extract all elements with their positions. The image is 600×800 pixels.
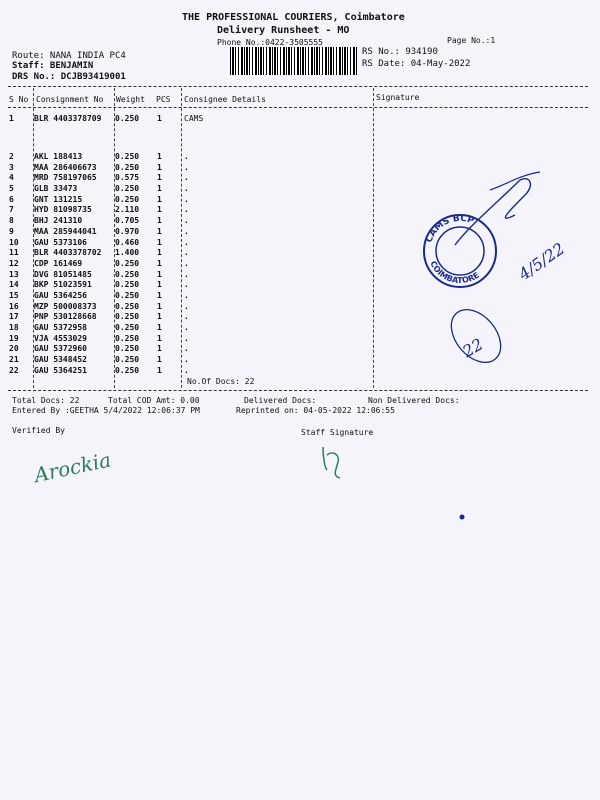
cell-consignment: MAA 285944041 xyxy=(34,226,97,236)
cell-sno: 22 xyxy=(9,365,19,375)
cell-consignment: HYD 81098735 xyxy=(34,205,92,215)
reprinted-on: Reprinted on: 04-05-2022 12:06:55 xyxy=(236,406,395,415)
col-sno: S No xyxy=(9,95,29,104)
cell-consignment: GAU 5348452 xyxy=(34,355,87,365)
cell-weight: 0.250 xyxy=(115,355,140,365)
entered-by: Entered By :GEETHA 5/4/2022 12:06:37 PM xyxy=(12,406,200,415)
cell-sno: 1 xyxy=(9,114,14,123)
col-pcs: PCS xyxy=(156,95,171,104)
cell-sno: 13 xyxy=(9,269,19,279)
cell-sno: 5 xyxy=(9,184,14,194)
staff: Staff: BENJAMIN xyxy=(12,61,94,71)
cell-details: . xyxy=(184,301,189,311)
drs-number: DRS No.: DCJB93419001 xyxy=(12,72,126,82)
cell-pcs: 1 xyxy=(157,280,162,290)
cell-consignment: BHJ 241310 xyxy=(34,216,83,226)
cell-details: . xyxy=(184,184,189,194)
cell-consignment: BLR 4403378709 xyxy=(34,114,102,123)
cell-weight: 0.575 xyxy=(115,173,140,183)
cell-sno: 9 xyxy=(9,226,14,236)
cell-pcs: 1 xyxy=(157,216,162,226)
cell-details: . xyxy=(184,344,189,354)
cell-details: . xyxy=(184,258,189,268)
cell-details: . xyxy=(184,152,189,161)
cell-details: . xyxy=(184,269,189,279)
cell-pcs: 1 xyxy=(157,226,162,236)
cell-sno: 19 xyxy=(9,333,19,343)
route: Route: NANA INDIA PC4 xyxy=(12,51,126,61)
cell-sno: 21 xyxy=(9,355,19,365)
cell-details: . xyxy=(184,280,189,290)
cell-weight: 0.250 xyxy=(115,194,140,204)
stamp-bottom-text: COIMBATORE xyxy=(428,259,481,286)
cell-weight: 0.250 xyxy=(115,258,140,268)
cell-weight: 0.250 xyxy=(115,333,140,343)
cell-sno: 3 xyxy=(9,162,14,172)
no-of-docs: No.Of Docs: 22 xyxy=(187,377,255,386)
cell-details: . xyxy=(184,333,189,343)
cell-pcs: 1 xyxy=(157,344,162,354)
cell-pcs: 1 xyxy=(157,333,162,343)
cell-sno: 17 xyxy=(9,312,19,322)
cell-weight: 2.110 xyxy=(115,205,140,215)
handwritten-date: 4/5/22 xyxy=(515,238,569,284)
cell-weight: 1.400 xyxy=(115,248,140,258)
cell-consignment: GAU 5364256 xyxy=(34,290,87,300)
staff-signature-label: Staff Signature xyxy=(301,428,374,437)
cell-sno: 14 xyxy=(9,280,19,290)
total-cod: Total COD Amt: 0.00 xyxy=(108,396,200,405)
total-docs: Total Docs: 22 xyxy=(12,396,80,405)
phone-number: Phone No.:0422-3505555 xyxy=(217,38,323,47)
cell-details: CAMS xyxy=(184,114,204,123)
cell-sno: 8 xyxy=(9,216,14,226)
cell-details: . xyxy=(184,226,189,236)
cell-sno: 11 xyxy=(9,248,19,258)
receipt-stamp xyxy=(424,214,496,287)
col-weight: Weight xyxy=(116,95,145,104)
cell-details: . xyxy=(184,323,189,332)
cell-consignment: GAU 5364251 xyxy=(34,365,87,375)
verifier-signature: Arockia xyxy=(32,447,114,488)
cell-consignment: MZP 500008373 xyxy=(34,301,97,311)
cell-consignment: BKP 51023591 xyxy=(34,280,92,290)
cell-consignment: GAU 5373106 xyxy=(34,237,87,247)
cell-weight: 0.250 xyxy=(115,269,140,279)
cell-pcs: 1 xyxy=(157,258,162,268)
cell-weight: 0.460 xyxy=(115,237,140,247)
cell-details: . xyxy=(184,290,189,300)
cell-pcs: 1 xyxy=(157,114,162,123)
cell-weight: 0.250 xyxy=(115,301,140,311)
signature-stroke xyxy=(490,172,540,190)
cell-pcs: 1 xyxy=(157,365,162,375)
cell-pcs: 1 xyxy=(157,269,162,279)
col-consignee-details: Consignee Details xyxy=(184,95,266,104)
cell-consignment: BLR 4403378702 xyxy=(34,248,102,258)
cell-pcs: 1 xyxy=(157,173,162,183)
cell-consignment: GNT 131215 xyxy=(34,194,83,204)
cell-weight: 0.250 xyxy=(115,344,140,354)
cell-consignment: GLB 33473 xyxy=(34,184,78,194)
document-title: Delivery Runsheet - MO xyxy=(217,25,350,36)
non-delivered-docs: Non Delivered Docs: xyxy=(368,396,460,405)
cell-weight: 0.705 xyxy=(115,216,140,226)
cell-pcs: 1 xyxy=(157,312,162,322)
cell-consignment: GAU 5372960 xyxy=(34,344,87,354)
cell-sno: 15 xyxy=(9,290,19,300)
stamp-top-text: CAMS BCP xyxy=(424,213,476,245)
cell-details: . xyxy=(184,355,189,365)
cell-pcs: 1 xyxy=(157,205,162,215)
cell-weight: 0.250 xyxy=(115,290,140,300)
cell-pcs: 1 xyxy=(157,248,162,258)
cell-pcs: 1 xyxy=(157,237,162,247)
cell-weight: 0.250 xyxy=(115,323,140,332)
cell-sno: 4 xyxy=(9,173,14,183)
delivered-docs: Delivered Docs: xyxy=(244,396,317,405)
cell-sno: 6 xyxy=(9,194,14,204)
col-consignment: Consignment No xyxy=(36,95,104,104)
cell-consignment: DVG 81051485 xyxy=(34,269,92,279)
staff-signature xyxy=(323,447,340,478)
cell-details: . xyxy=(184,216,189,226)
cell-consignment: VJA 4553029 xyxy=(34,333,87,343)
cell-details: . xyxy=(184,365,189,375)
cell-weight: 0.250 xyxy=(115,114,140,123)
company-name: THE PROFESSIONAL COURIERS, Coimbatore xyxy=(182,12,405,23)
cell-consignment: MRD 758197065 xyxy=(34,173,97,183)
cell-weight: 0.250 xyxy=(115,365,140,375)
cell-pcs: 1 xyxy=(157,290,162,300)
verified-by: Verified By xyxy=(12,426,65,435)
cell-pcs: 1 xyxy=(157,152,162,161)
cell-details: . xyxy=(184,173,189,183)
cell-sno: 18 xyxy=(9,323,19,332)
cell-sno: 2 xyxy=(9,152,14,161)
rs-number: RS No.: 934190 xyxy=(362,47,438,57)
cell-details: . xyxy=(184,205,189,215)
cell-pcs: 1 xyxy=(157,162,162,172)
cell-pcs: 1 xyxy=(157,184,162,194)
cell-consignment: AKL 188413 xyxy=(34,152,83,161)
rs-date: RS Date: 04-May-2022 xyxy=(362,59,471,69)
cell-weight: 0.250 xyxy=(115,280,140,290)
col-signature: Signature xyxy=(376,93,420,102)
cell-weight: 0.250 xyxy=(115,152,140,161)
ink-dot xyxy=(460,515,465,520)
cell-sno: 10 xyxy=(9,237,19,247)
cell-sno: 7 xyxy=(9,205,14,215)
cell-weight: 0.250 xyxy=(115,162,140,172)
cell-details: . xyxy=(184,162,189,172)
cell-weight: 0.970 xyxy=(115,226,140,236)
cell-pcs: 1 xyxy=(157,301,162,311)
cell-details: . xyxy=(184,194,189,204)
cell-details: . xyxy=(184,248,189,258)
cell-consignment: GAU 5372958 xyxy=(34,323,87,332)
handwritten-count: 22 xyxy=(459,334,487,362)
cell-details: . xyxy=(184,312,189,322)
cell-consignment: PNP 530128668 xyxy=(34,312,97,322)
cell-sno: 12 xyxy=(9,258,19,268)
cell-pcs: 1 xyxy=(157,355,162,365)
cell-sno: 16 xyxy=(9,301,19,311)
cell-weight: 0.250 xyxy=(115,184,140,194)
cell-consignment: MAA 286406673 xyxy=(34,162,97,172)
cell-consignment: CDP 161469 xyxy=(34,258,83,268)
cell-pcs: 1 xyxy=(157,323,162,332)
cell-weight: 0.250 xyxy=(115,312,140,322)
cell-details: . xyxy=(184,237,189,247)
page-number: Page No.:1 xyxy=(447,36,496,45)
cell-sno: 20 xyxy=(9,344,19,354)
cell-pcs: 1 xyxy=(157,194,162,204)
